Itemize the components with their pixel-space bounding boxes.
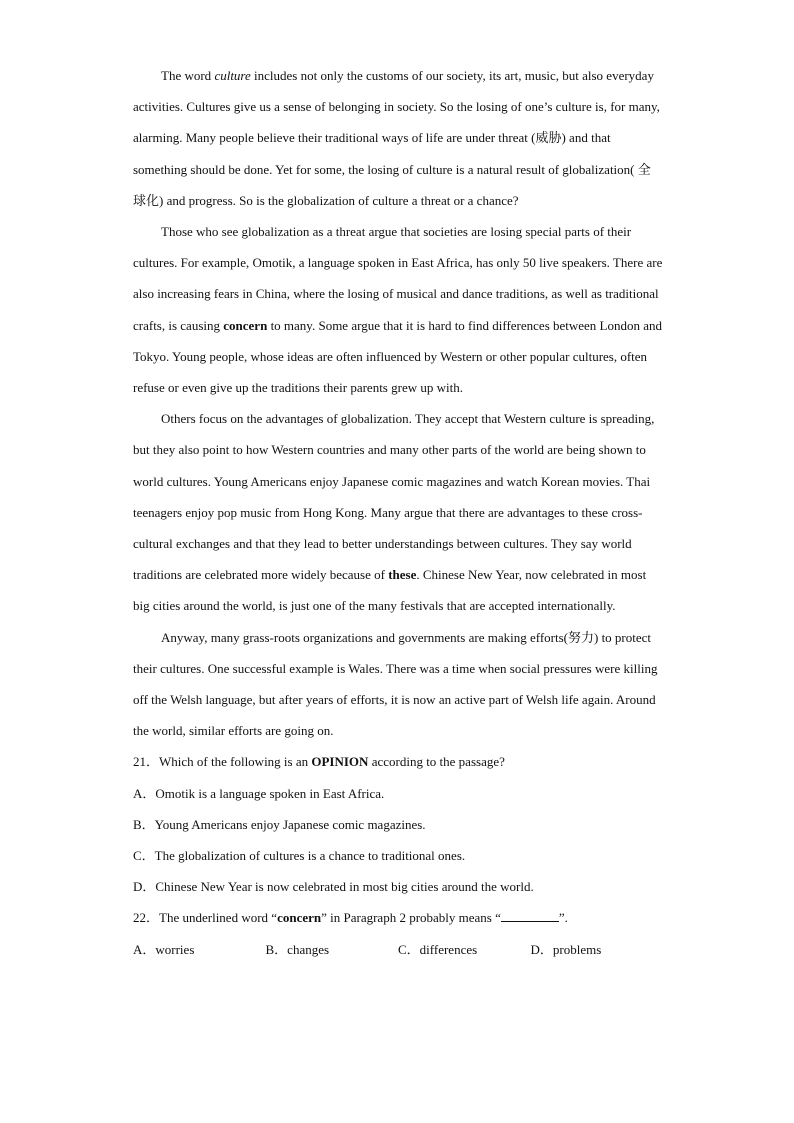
question-21-option-a[interactable]: A．Omotik is a language spoken in East Africa. xyxy=(133,785,385,801)
paragraph-2-text-a: Those who see globalization as a threat argue that societies are losing special parts of their cultures. For example, Omotik, a language spoken in East Africa, has only 50 live speakers. There are also increasing fears in China, where the losing of musical and dance traditions, as well as traditional crafts, is causing xyxy=(133,224,663,333)
bold-word-concern: concern xyxy=(223,317,268,333)
bold-word-concern-ref: concern xyxy=(277,910,322,926)
question-22-stem xyxy=(133,902,663,933)
paragraph-1-text-b: includes not only the customs of our society, its art, music, but also everyday activities. Cultures give us a sense of belonging in society. So the losing of one’s culture is, for many, alarming. Many people believe their traditional ways of life are under threat (威胁) and that something should be done. Yet for some, the losing of culture is a natural result of globalization( 全球化) and progress. So is the globalization of culture a threat or a chance? xyxy=(133,68,660,208)
question-22-option-a[interactable]: A．worries xyxy=(133,941,195,957)
question-22-option-c[interactable]: C．differences xyxy=(398,941,478,957)
paragraph-3 xyxy=(133,403,663,621)
question-21-option-d[interactable]: D．Chinese New Year is now celebrated in most big cities around the world. xyxy=(133,879,534,895)
question-22 xyxy=(133,902,663,964)
question-21-stem-b: according to the passage? xyxy=(368,754,505,770)
question-22-option-d[interactable]: D．problems xyxy=(530,941,602,957)
question-21 xyxy=(133,746,663,902)
answer-blank[interactable] xyxy=(501,909,559,922)
question-number: 22． xyxy=(133,910,160,926)
reading-passage xyxy=(133,60,663,746)
question-22-options xyxy=(133,934,663,965)
paragraph-1-text-a: The word xyxy=(161,68,215,83)
paragraph-2-text-b: to many. Some argue that it is hard to find differences between London and Tokyo. Young people, whose ideas are often influenced by Western or other popular cultures, often refuse or even give up the traditions their parents grew up with. xyxy=(133,317,663,396)
paragraph-3-text-b: . Chinese New Year, now celebrated in most big cities around the world, is just one of the many festivals that are accepted internationally. xyxy=(133,567,647,614)
question-number: 21． xyxy=(133,754,160,770)
paragraph-1 xyxy=(133,60,663,216)
question-22-stem-b: ” in Paragraph 2 probably means “ xyxy=(321,910,501,926)
paragraph-2 xyxy=(133,216,663,403)
question-22-option-b[interactable]: B．changes xyxy=(265,941,330,957)
paragraph-4-text: Anyway, many grass-roots organizations and governments are making efforts(努力) to protect their cultures. One successful example is Wales. There was a time when social pressures were killing off the Welsh language, but after years of efforts, it is now an active part of Welsh life again. Around the world, similar efforts are going on. xyxy=(133,629,658,739)
paragraph-3-text-a: Others focus on the advantages of globalization. They accept that Western culture is spreading, but they also point to how Western countries and many other parts of the world are being shown to world cultures. Young Americans enjoy Japanese comic magazines and watch Korean movies. Thai teenagers enjoy pop music from Hong Kong. Many argue that there are advantages to these cross-cultural exchanges and that they lead to better understandings between cultures. They say world traditions are celebrated more widely because of xyxy=(133,411,655,583)
paragraph-4 xyxy=(133,622,663,747)
question-22-stem-a: The underlined word “ xyxy=(159,910,278,926)
question-21-option-b[interactable]: B．Young Americans enjoy Japanese comic magazines. xyxy=(133,816,426,832)
question-22-stem-c: ”. xyxy=(558,910,568,926)
italic-word-culture: culture xyxy=(214,68,251,83)
document-page xyxy=(133,60,663,965)
bold-word-these: these xyxy=(388,567,417,583)
question-21-option-c[interactable]: C．The globalization of cultures is a chance to traditional ones. xyxy=(133,848,466,864)
question-21-stem xyxy=(133,746,663,777)
bold-word-opinion: OPINION xyxy=(311,754,369,770)
question-21-stem-a: Which of the following is an xyxy=(159,754,312,770)
